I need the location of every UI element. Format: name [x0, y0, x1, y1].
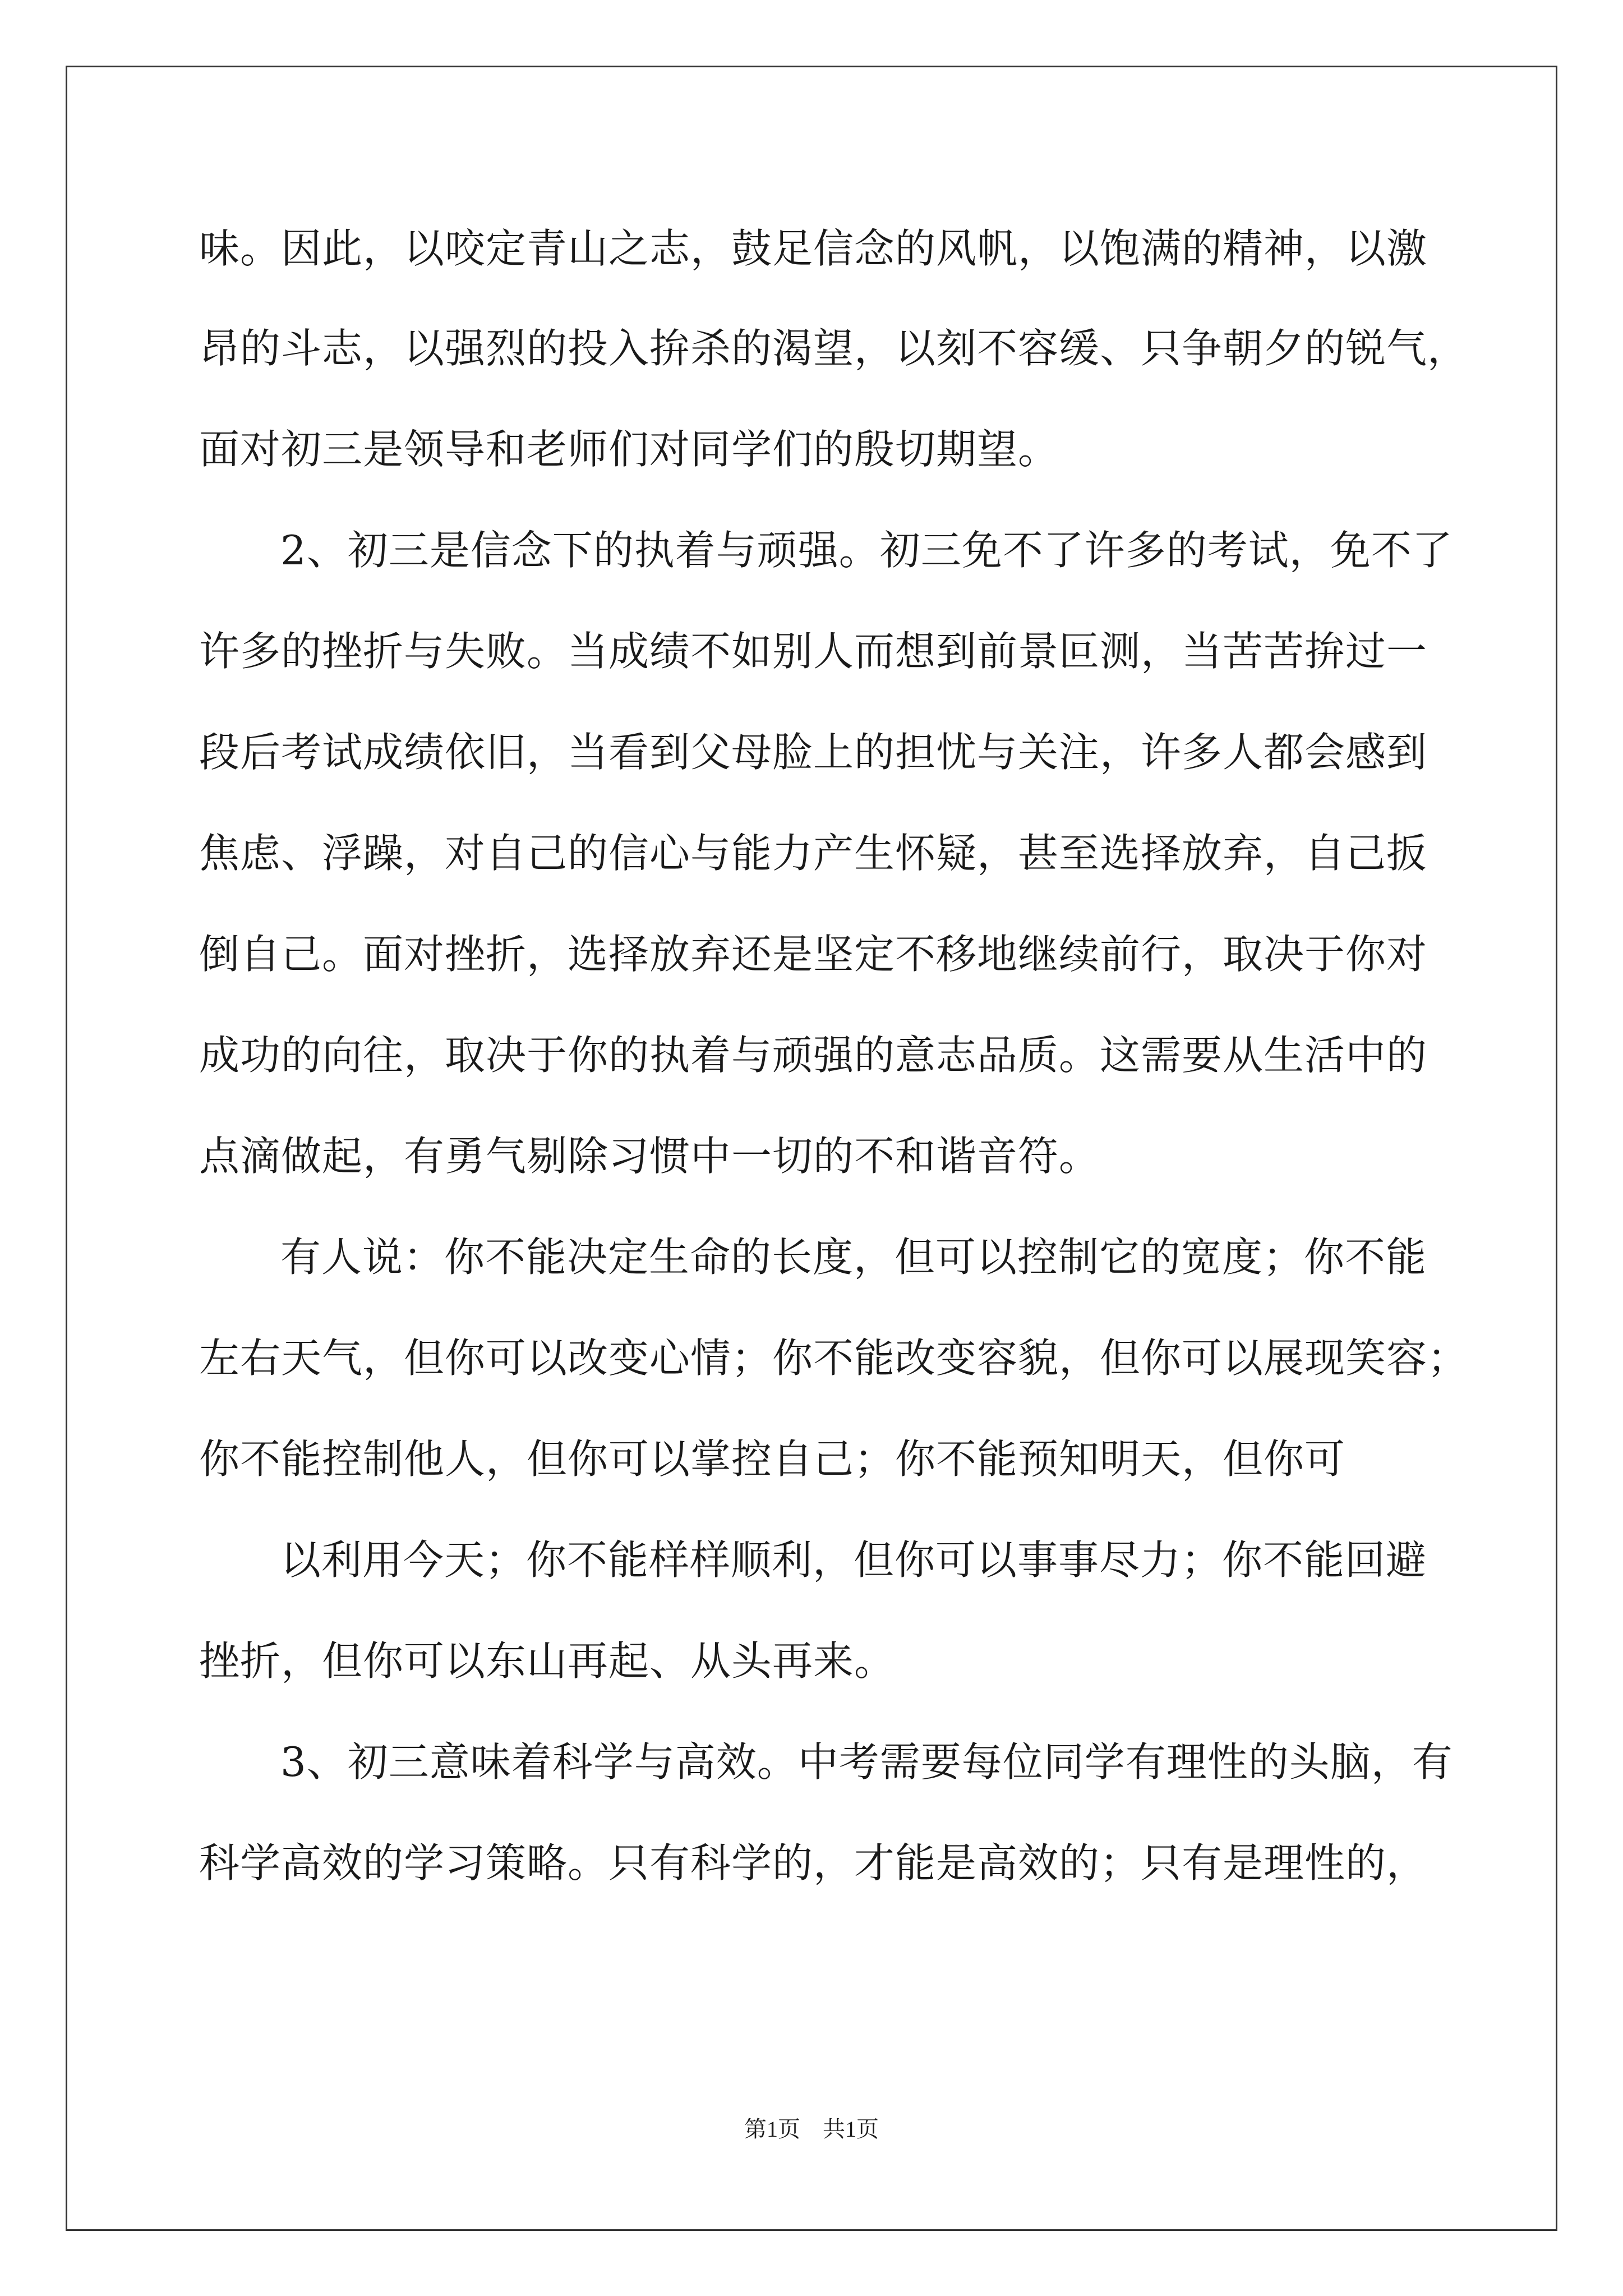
- paragraph-first-line: 以利用今天；你不能样样顺利，但你可以事事尽力；你不能回避: [280, 1536, 1427, 1584]
- text-line: 左右天气，但你可以改变心情；你不能改变容貌，但你可以展现笑容；: [199, 1335, 1469, 1382]
- paragraph-first-line: 2、初三是信念下的执着与顽强。初三免不了许多的考试，免不了: [280, 527, 1453, 574]
- text-line: 昂的斗志，以强烈的投入拚杀的渴望，以刻不容缓、只争朝夕的锐气，: [199, 325, 1469, 372]
- paragraph-first-line: 有人说：你不能决定生命的长度，但可以控制它的宽度；你不能: [280, 1234, 1427, 1281]
- text-line: 成功的向往，取决于你的执着与顽强的意志品质。这需要从生活中的: [199, 1032, 1428, 1079]
- text-line: 挫折，但你可以东山再起、从头再来。: [199, 1637, 896, 1685]
- text-line: 你不能控制他人，但你可以掌控自己；你不能预知明天，但你可: [199, 1435, 1346, 1483]
- text-line: 许多的挫折与失败。当成绩不如别人而想到前景叵测，当苦苦拚过一: [199, 628, 1428, 675]
- paragraph-first-line: 3、初三意味着科学与高效。中考需要每位同学有理性的头脑，有: [280, 1738, 1453, 1786]
- text-line: 科学高效的学习策略。只有科学的，才能是高效的；只有是理性的，: [199, 1839, 1428, 1887]
- page-number-footer: 第1页 共1页: [744, 2116, 879, 2142]
- text-line: 味。因此，以咬定青山之志，鼓足信念的风帆，以饱满的精神，以激: [199, 225, 1428, 272]
- text-line: 焦虑、浮躁，对自己的信心与能力产生怀疑，甚至选择放弃，自己扳: [199, 830, 1428, 877]
- text-line: 面对初三是领导和老师们对同学们的殷切期望。: [199, 426, 1059, 473]
- text-line: 倒自己。面对挫折，选择放弃还是坚定不移地继续前行，取决于你对: [199, 931, 1428, 978]
- text-line: 点滴做起，有勇气剔除习惯中一切的不和谐音符。: [199, 1133, 1100, 1180]
- text-line: 段后考试成绩依旧，当看到父母脸上的担忧与关注，许多人都会感到: [199, 729, 1428, 776]
